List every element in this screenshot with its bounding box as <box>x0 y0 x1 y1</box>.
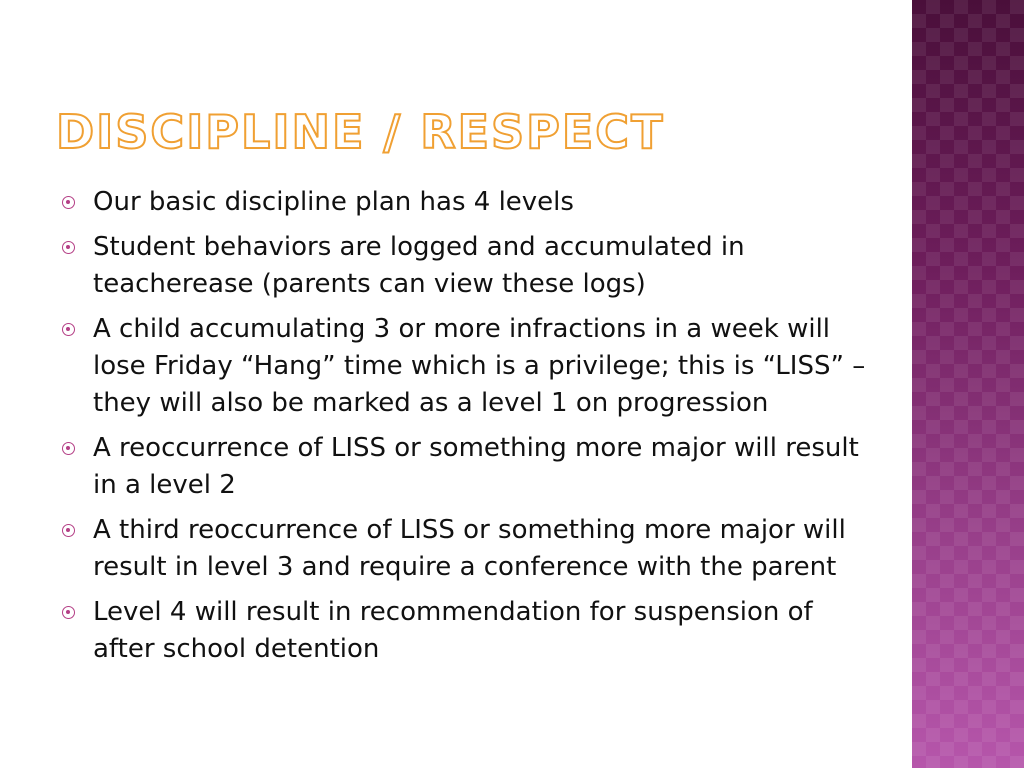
bullet-text: Our basic discipline plan has 4 levels <box>93 187 574 217</box>
bullet-text: A reoccurrence of LISS or something more major will result in a level 2 <box>93 433 859 500</box>
slide-title: DISCIPLINE / RESPECT <box>56 105 665 159</box>
bullet-item <box>62 184 872 221</box>
bullet-item <box>62 229 872 303</box>
bullet-item <box>62 430 872 504</box>
bullet-text: A third reoccurrence of LISS or something more major will result in level 3 and require a conference with the parent <box>93 515 846 582</box>
circle-dot-icon <box>62 606 75 619</box>
circle-dot-icon <box>62 241 75 254</box>
decorative-side-panel <box>912 0 1024 768</box>
circle-dot-icon <box>62 196 75 209</box>
bullet-text: Student behaviors are logged and accumulated in teacherease (parents can view these logs) <box>93 232 745 299</box>
bullet-text: A child accumulating 3 or more infractions in a week will lose Friday “Hang” time which is a privilege; this is “LISS” – they will also be marked as a level 1 on progression <box>93 314 866 418</box>
circle-dot-icon <box>62 524 75 537</box>
bullet-text: Level 4 will result in recommendation for suspension of after school detention <box>93 597 813 664</box>
bullet-item <box>62 311 872 422</box>
circle-dot-icon <box>62 323 75 336</box>
bullet-item <box>62 594 872 668</box>
bullet-item <box>62 512 872 586</box>
bullet-list <box>62 184 872 676</box>
circle-dot-icon <box>62 442 75 455</box>
